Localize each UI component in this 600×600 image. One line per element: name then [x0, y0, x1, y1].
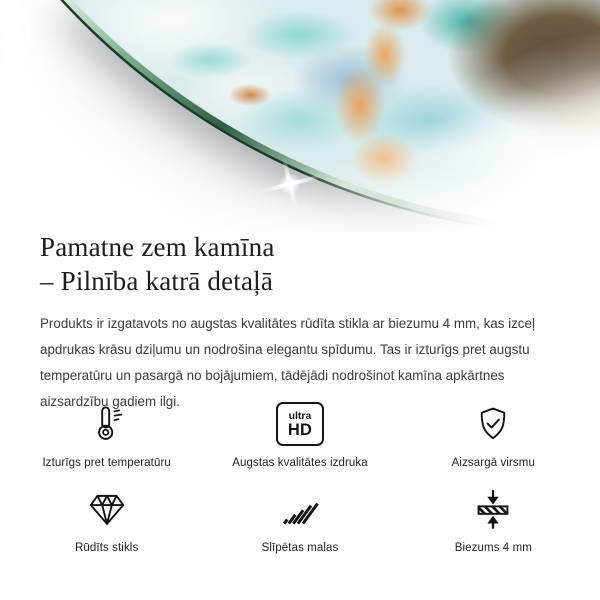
- shield-check-icon: [473, 400, 513, 448]
- feature-protects-surface: [397, 400, 590, 469]
- feature-label: Izturīgs pret temperatūru: [42, 457, 171, 469]
- hero-product-image: [0, 0, 600, 232]
- thickness-icon: [472, 485, 514, 533]
- features-grid: [10, 400, 590, 554]
- diamond-icon: [86, 485, 128, 533]
- ultra-hd-text-top: ultra: [288, 409, 312, 422]
- feature-label: Biezums 4 mm: [454, 542, 532, 554]
- feature-temperature: [10, 400, 203, 469]
- product-description: Produkts ir izgatavots no augstas kvalitātes rūdīta stikla ar biezumu 4 mm, kas izceļ apdrukas krāsu dziļumu un nodrošina elegantu spīdumu. Tas ir izturīgs pret augstu temperatūru un pasargā no bojājumiem, tādējādi nodrošinot kamīna apkārtnes aizsardzību gadiem ilgi.: [40, 316, 535, 409]
- thermometer-icon: [86, 400, 128, 448]
- page-title: [40, 230, 275, 298]
- feature-tempered-glass: [10, 485, 203, 554]
- feature-beveled-edges: [203, 485, 396, 554]
- feature-thickness: [397, 485, 590, 554]
- beveled-edges-icon: [278, 485, 322, 533]
- ultra-hd-text-bottom: HD: [287, 420, 313, 439]
- ultra-hd-icon: [276, 400, 324, 448]
- feature-label: Augstas kvalitātes izdruka: [232, 457, 368, 469]
- feature-print-quality: [203, 400, 396, 469]
- feature-label: Slīpētas malas: [261, 542, 339, 554]
- feature-label: Aizsargā virsmu: [451, 457, 535, 469]
- page-title-line2: – Pilnība katrā detaļā: [40, 266, 274, 296]
- page-title-line1: Pamatne zem kamīna: [40, 232, 275, 262]
- feature-label: Rūdīts stikls: [75, 542, 139, 554]
